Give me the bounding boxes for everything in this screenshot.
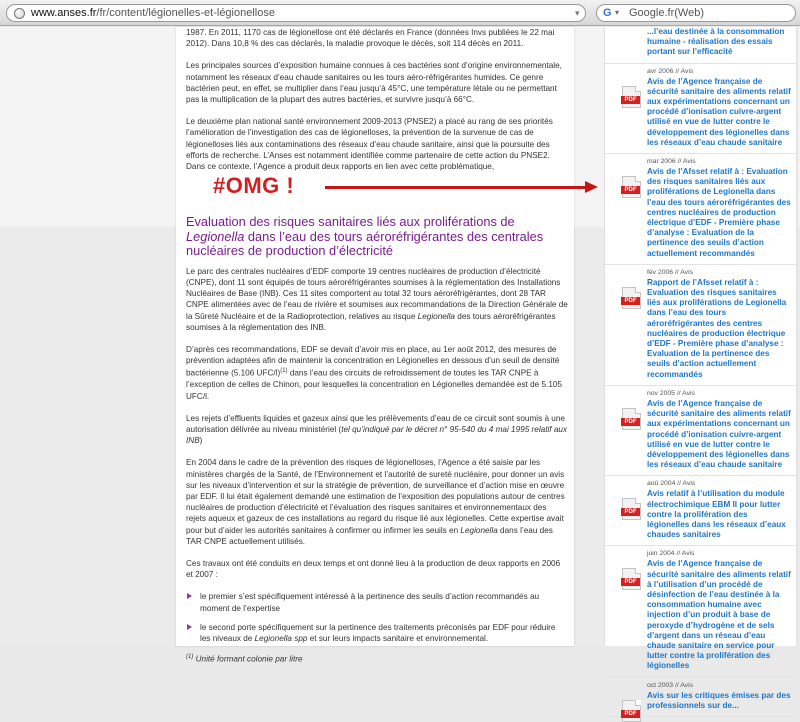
paragraph xyxy=(186,413,568,447)
document-link[interactable]: Avis relatif à l’utilisation du module électrochimique EBM II pour lutter contre la prolifération des légionelles dans les réseaux d’eaux chaudes sanitaires xyxy=(647,489,786,540)
emphasis: Legionella xyxy=(417,311,455,321)
emphasis: Legionella xyxy=(460,525,498,535)
text: D’après ces recommandations, EDF se devait d’avoir mis en place, au 1er août 2012, des mesures de prévention adaptées afin de maintenir la concentration en Légionelles en dessous d’un seuil de densité bactérienne (5.106 UFC/l) xyxy=(186,344,560,379)
triangle-bullet-icon xyxy=(187,593,192,599)
document-link[interactable]: Avis de l’Agence française de sécurité sanitaire des aliments relatif aux expérimentations concernant un procédé d’ionisation cuivre-argent utilisé en vue de lutter contre le développement des légionelles dans les réseaux d’eau chaude sanitaire xyxy=(647,398,791,470)
footnote-ref: (1) xyxy=(280,368,288,375)
emphasis: tel qu’indiqué par le décret n° 95-540 du 4 mai 1995 relatif aux INB xyxy=(186,424,568,446)
pdf-label: PDF xyxy=(621,186,640,194)
pdf-label: PDF xyxy=(621,297,640,305)
list-item xyxy=(186,591,568,613)
text: dans l’eau des circuits de refroidissement de toutes les TAR CNPE à l’exception de celles de Chinon, pour lesquelles la concentration en Légionelles demandée est de 5.105 UFC/l. xyxy=(186,369,562,401)
heading-text-end: dans l’eau des tours aéroréfrigérantes des centrales nucléaires de production d’électricité xyxy=(186,228,544,259)
document-link[interactable]: Avis de l’Agence française de sécurité sanitaire des aliments relatif aux expérimentations concernant un procédé d’ionisation cuivre-argent utilisé en vue de lutter contre le développement des légionelles dans les réseaux d’eau chaude sanitaire xyxy=(647,76,791,147)
paragraph: 1987. En 2011, 1170 cas de légionellose ont été déclarés en France (données Invs publiées le 22 mai 2012). Dans 10,8 % des cas déclarés, la maladie provoque le décès, soit 114 décès en 2011. xyxy=(186,28,555,49)
document-meta: aoû 2004 // Avis xyxy=(647,480,696,488)
list-item-text: et sur leurs impacts sanitaire et environnemental. xyxy=(307,633,489,643)
list-item-text: le premier s’est spécifiquement intéressé à la pertinence des seuils d’action recommandés au moment de l’expertise xyxy=(200,592,540,613)
google-icon: G xyxy=(603,7,612,19)
document-date: nov 2005 xyxy=(647,389,675,397)
scrollbar[interactable] xyxy=(796,27,798,646)
paragraph: Ces travaux ont été conduits en deux temps et ont donné lieu à la production de deux rapports en 2006 et 2007 : xyxy=(186,558,561,580)
document-type: Avis xyxy=(682,480,696,488)
text: Les rejets d’effluents liquides et gazeux ainsi que les prélèvements d’eau de ce circuit sont soumis à une autorisation délivrée au niveau ministériel ( xyxy=(186,413,565,434)
text: En 2004 dans le cadre de la prévention des risques de légionelloses, l’Agence a été saisie par les ministères chargés de la Santé, de l’Environnement et l’autorité de sureté nucléaire, pour donner un avis sur les niveaux d’intervention et sur la stratégie de prévention, de surveillance et d’action mise en œuvre par EDF. Il lui était également demandé une estimation de l’exposition des populations autour de centres nucléaires de production d’électricité et l’évaluation des risques sanitaires et environnementaux des rejets aqueux et gazeux de ces installations au regard du risque lié aux légionelles. Cette expertise avait pour but d’aider les autorités sanitaires à confirmer ou infirmer les seuils en xyxy=(186,458,565,535)
document-type: Avis xyxy=(682,158,696,166)
footnote xyxy=(186,652,568,665)
pdf-icon[interactable] xyxy=(622,498,641,520)
omg-annotation: #OMG ! xyxy=(213,173,295,198)
document-meta: fév 2006 // Avis xyxy=(647,268,693,276)
document-date: fév 2006 xyxy=(647,268,674,276)
search-input[interactable] xyxy=(596,4,796,22)
document-meta: mar 2006 // Avis xyxy=(647,158,696,166)
list-item xyxy=(605,386,798,476)
document-type: Avis xyxy=(682,389,695,397)
document-list xyxy=(605,64,798,717)
list-item xyxy=(605,476,798,546)
section-heading xyxy=(186,215,568,259)
browser-toolbar xyxy=(0,0,800,26)
chevron-down-icon[interactable]: ▾ xyxy=(575,8,580,18)
list-item xyxy=(605,64,798,154)
pdf-label: PDF xyxy=(621,578,640,586)
url-host: www.anses.fr xyxy=(31,7,97,19)
list-item xyxy=(605,27,798,64)
pdf-icon[interactable] xyxy=(622,287,641,309)
heading-emphasis: Legionella xyxy=(186,228,245,244)
document-type: Avis xyxy=(680,268,693,276)
text: Le parc des centrales nucléaires d’EDF comporte 19 centres nucléaires de production d’électricité (CNPE), dont 11 sont équipés de tours aéroréfrigérantes soumises à la réglementation des Installations Nucléaires de Base (INB). Ces 11 sites comportent au total 32 tours aéroréfrigérantes, dont 28 TAR CNPE alimentées avec de l’eau de rivière et soumises aux recommandations de la Direction Générale de la Sûreté Nucléaire et de la Radioprotection, relatives au risque xyxy=(186,266,568,321)
paragraph: Le deuxième plan national santé environnement 2009-2013 (PNSE2) a placé au rang de ses priorités l’amélioration de l’investigation des cas de légionelloses, la prévention de la survenue de cas de légionelloses liés aux contaminations des réseaux d’eau chaude sanitaire, ainsi que la poursuite des efforts de recherche. L’Anses est notamment identifiée comme partenaire de cette action du PNSE2. Dans ce contexte, l’Agence a produit deux rapports en lien avec cette problématique, xyxy=(186,117,553,172)
document-link[interactable]: Avis de l’Agence française de sécurité sanitaire des aliments relatif à l’utilisation d’un procédé de désinfection de l’eau destinée à la consommation humaine avec injection d’un produit à base de peroxyde d’hydrogène et de sels d’argent dans un réseau d’eau chaude sanitaire en service pour lutter contre la prolifération des légionelles xyxy=(647,559,791,671)
list-item xyxy=(605,154,798,265)
emphasis: Legionella spp xyxy=(254,633,308,643)
document-meta: oct 2003 // Avis xyxy=(647,681,693,689)
bullet-list xyxy=(186,591,568,644)
text: des tours aéroréfrigérantes soumises à la réglementation des INB. xyxy=(186,311,556,332)
document-date: mar 2006 xyxy=(647,158,676,166)
url-path: /fr/content/légionelles-et-légionellose xyxy=(96,7,275,19)
document-type: Avis xyxy=(680,681,693,689)
document-meta: avr 2006 // Avis xyxy=(647,67,694,75)
document-link[interactable]: Avis sur les critiques émises par des professionnels sur de... xyxy=(647,690,791,710)
document-meta: juin 2004 // Avis xyxy=(647,550,695,558)
list-item xyxy=(186,622,568,644)
pdf-icon[interactable] xyxy=(622,86,641,108)
paragraph xyxy=(186,266,568,333)
globe-icon xyxy=(14,8,25,19)
pdf-label: PDF xyxy=(621,710,640,718)
article-content xyxy=(176,27,574,664)
list-item xyxy=(605,678,798,717)
pdf-icon[interactable] xyxy=(622,568,641,590)
pdf-label: PDF xyxy=(621,418,640,426)
pdf-label: PDF xyxy=(621,96,640,104)
related-documents-sidebar xyxy=(604,27,798,717)
pdf-label: PDF xyxy=(621,508,640,516)
document-link[interactable]: Rapport de l’Afsset relatif à : Evaluation des risques sanitaires liés aux proliférations de Legionella dans l’eau des tours aéroréfrigérantes des centres nucléaires de production électrique d’EDF - Première phase d’analyse : Evaluation de la pertinence des seuils d’action actuellement recommandés xyxy=(647,277,787,379)
address-bar[interactable] xyxy=(6,4,586,22)
triangle-bullet-icon xyxy=(187,624,192,630)
pdf-icon[interactable] xyxy=(622,408,641,430)
pdf-icon[interactable] xyxy=(622,700,641,722)
arrow-head-icon xyxy=(585,181,598,193)
document-meta: nov 2005 // Avis xyxy=(647,389,695,397)
document-type: Avis xyxy=(681,550,695,558)
paragraph: Les principales sources d’exposition humaine connues à ces bactéries sont d’origine environnementale, notamment les réseaux d’eau chaude sanitaires ou les tours aéro-réfrigérantes humides. Ce genre bactérien peut, en effet, se multiplier dans l’eau jusqu’à 45°C, une température létale ou ne permettant pas la multiplication de la plupart des autres bactéries, et survivre jusqu’à 66°C. xyxy=(186,61,562,105)
heading-text: Evaluation des risques sanitaires liés aux proliférations de xyxy=(186,214,515,230)
document-date: juin 2004 xyxy=(647,550,675,558)
list-item-text: le second porte spécifiquement sur la pertinence des traitements préconisés par EDF pour réduire les niveaux de xyxy=(200,622,556,643)
document-link[interactable]: ...l’eau destinée à la consommation humaine - réalisation des essais portant sur l’efficacité xyxy=(647,27,785,57)
search-engine-chevron-icon[interactable]: ▾ xyxy=(615,8,620,17)
pdf-icon[interactable] xyxy=(622,176,641,198)
paragraph xyxy=(186,344,568,402)
text: ) xyxy=(199,436,203,446)
footnote-text: Unité formant colonie par litre xyxy=(193,654,303,664)
list-item xyxy=(605,265,798,386)
document-date: oct 2003 xyxy=(647,681,674,689)
document-date: aoû 2004 xyxy=(647,480,676,488)
document-link[interactable]: Avis de l’Afsset relatif à : Evaluation des risques sanitaires liés aux proliférations de Legionella dans l’eau des tours aéroréfrigérantes des centres nucléaires de production électrique d’EDF - Première phase d’analyse : Evaluation de la pertinence des seuils d’action actuellement recommandés xyxy=(647,167,791,258)
footnote-marker: (1) xyxy=(186,654,194,661)
search-engine-label: Google.fr(Web) xyxy=(629,7,704,19)
list-item xyxy=(605,546,798,677)
text: dans l’eau des TAR CNPE actuellement utilisés. xyxy=(186,525,553,546)
document-type: Avis xyxy=(680,67,694,75)
arrow-line xyxy=(325,186,587,189)
paragraph xyxy=(186,457,568,547)
document-date: avr 2006 xyxy=(647,67,674,75)
